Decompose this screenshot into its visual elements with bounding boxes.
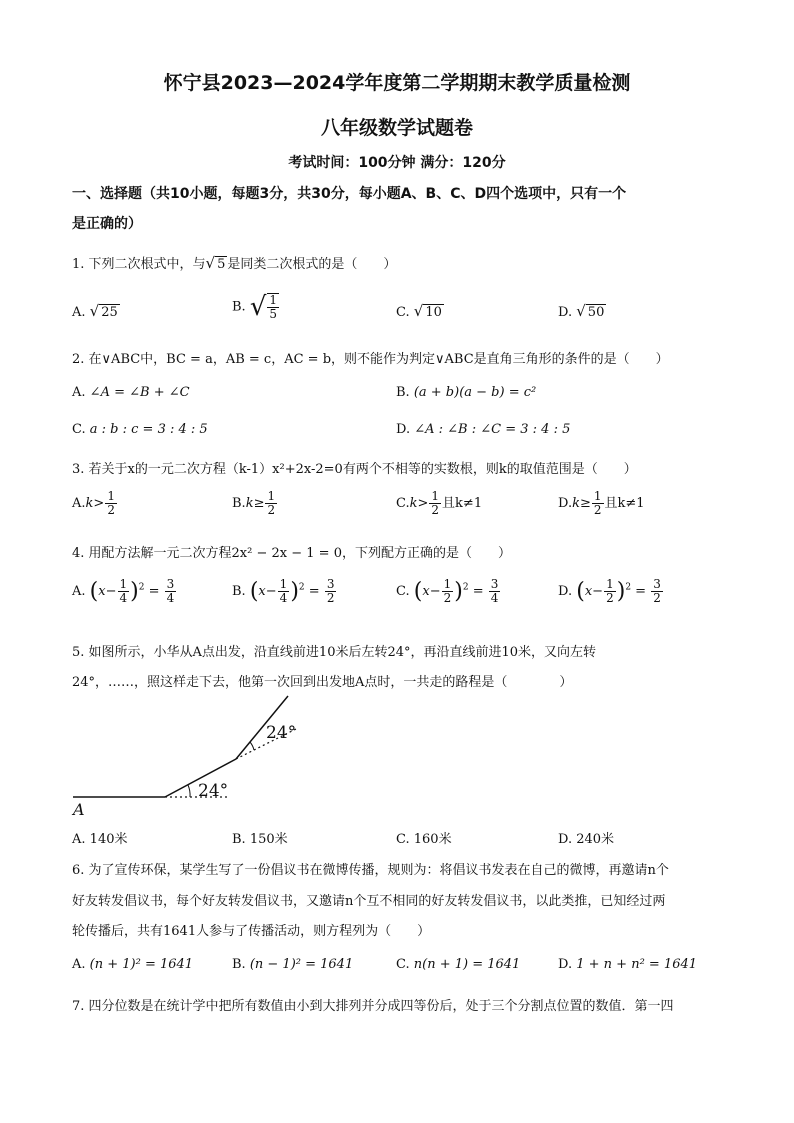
q3-option-b[interactable] bbox=[232, 490, 278, 517]
q1-option-a-radical: √ bbox=[89, 302, 100, 320]
q1-option-b-label: B. bbox=[232, 299, 246, 315]
q5-figure bbox=[70, 693, 330, 823]
q4-option-d-exp: 2 bbox=[625, 582, 632, 593]
q1-option-b-fraction bbox=[267, 293, 279, 321]
q1-stem bbox=[72, 253, 396, 272]
q4-option-a-paren-close: ) bbox=[130, 579, 139, 604]
q4-option-c-label: C. bbox=[396, 584, 410, 599]
q3-option-b-label: B. bbox=[232, 496, 246, 511]
q4-option-a-paren-open: ( bbox=[89, 579, 99, 604]
q4-option-c-rhs bbox=[489, 578, 501, 605]
q4-option-b-inner-num: 1 bbox=[279, 577, 288, 591]
q4-option-c-inner-den: 2 bbox=[443, 591, 452, 605]
q2-option-a-text: ∠A = ∠B + ∠C bbox=[89, 385, 190, 400]
q1-radicand: 5 bbox=[217, 257, 226, 272]
section-heading-line1: 一、选择题（共10小题，每题3分，共30分，每小题A、B、C、D四个选项中，只有一个 bbox=[72, 186, 627, 202]
q2-option-c-text: a : b : c = 3 : 4 : 5 bbox=[89, 422, 208, 437]
q3-option-c-num: 1 bbox=[431, 489, 440, 503]
q6-option-a[interactable] bbox=[72, 957, 193, 972]
exam-info: 考试时间：100分钟 满分：120分 bbox=[288, 155, 506, 171]
q3-option-a-pre: k> bbox=[85, 496, 105, 511]
q5-line2: 24°，……，照这样走下去，他第一次回到出发地A点时，一共走的路程是（ ） bbox=[72, 675, 573, 690]
q4-option-c-rhs-den: 4 bbox=[490, 591, 499, 605]
q3-option-d-label: D. bbox=[558, 496, 573, 511]
q4-option-b-rhs bbox=[325, 578, 337, 605]
q4-option-c-exp: 2 bbox=[462, 582, 469, 593]
q3-option-d-den: 2 bbox=[593, 503, 602, 517]
q5-option-c-label: C. bbox=[396, 832, 410, 847]
q3-option-c-fraction bbox=[429, 490, 441, 517]
q4-option-c-paren-close: ) bbox=[454, 579, 463, 604]
q6-option-b-text: (n − 1)² = 1641 bbox=[249, 957, 354, 972]
q5-angle-label-2: 24° bbox=[266, 723, 297, 743]
q3-option-a[interactable] bbox=[72, 490, 118, 517]
q1-option-a[interactable] bbox=[72, 302, 120, 320]
q3-option-d-post: 且k≠1 bbox=[604, 496, 645, 511]
q1-option-c-radicand: 10 bbox=[425, 305, 442, 320]
q1-option-b-den: 5 bbox=[269, 307, 278, 321]
q5-option-a[interactable] bbox=[72, 828, 128, 847]
q3-option-c-den: 2 bbox=[431, 503, 440, 517]
q5-option-b-label: B. bbox=[232, 832, 246, 847]
q2-stem: 2. 在∨ABC中，BC = a，AB = c，AC = b，则不能作为判定∨ABC是直角三角形的条件的是（ ） bbox=[72, 352, 669, 367]
q2-option-d-label: D. bbox=[396, 422, 411, 437]
q4-option-a-inner-frac bbox=[118, 578, 130, 605]
q1-option-b-num: 1 bbox=[269, 293, 278, 307]
q3-option-c[interactable] bbox=[396, 490, 482, 517]
q4-option-c-rhs-num: 3 bbox=[490, 577, 499, 591]
q6-option-b-label: B. bbox=[232, 957, 246, 972]
q4-option-d-label: D. bbox=[558, 584, 573, 599]
q4-option-d-rhs-den: 2 bbox=[653, 591, 661, 605]
q4-option-a-rhs-num: 3 bbox=[166, 577, 175, 591]
q1-option-a-label: A. bbox=[72, 305, 86, 320]
q4-option-c-var: x bbox=[422, 584, 430, 599]
q1-option-d-radicand: 50 bbox=[587, 305, 605, 320]
q4-option-a-label: A. bbox=[72, 584, 86, 599]
q5-option-b-text: 150米 bbox=[249, 832, 288, 847]
q1-radical-sign: √ bbox=[205, 254, 216, 272]
q1-stem-post: 是同类二次根式的是（ ） bbox=[227, 257, 397, 272]
exam-title: 怀宁县2023—2024学年度第二学期期末教学质量检测 bbox=[163, 72, 631, 94]
q4-option-b[interactable]: B. (x− $\frac{1}{4}$ )$^2$ = $\frac{3}{2}$ bbox=[232, 577, 335, 605]
q6-option-d-label: D. bbox=[558, 957, 573, 972]
q5-option-c-text: 160米 bbox=[413, 832, 452, 847]
q6-option-a-text: (n + 1)² = 1641 bbox=[89, 957, 194, 972]
q3-stem: 3. 若关于x的一元二次方程（k-1）x²+2x-2=0有两个不相等的实数根，则k的取值范围是（ ） bbox=[72, 462, 637, 477]
q4-option-b-inner-den: 4 bbox=[279, 591, 288, 605]
exam-subtitle: 八年级数学试题卷 bbox=[320, 117, 473, 139]
q1-option-a-radicand: 25 bbox=[101, 305, 118, 320]
q1-option-c[interactable] bbox=[396, 302, 444, 320]
q3-option-a-den: 2 bbox=[107, 503, 115, 517]
q6-option-d[interactable] bbox=[558, 957, 697, 972]
q4-option-d-inner-den: 2 bbox=[606, 591, 614, 605]
q4-option-d-inner-num: 1 bbox=[606, 577, 614, 591]
q4-stem: 4. 用配方法解一元二次方程2x² − 2x − 1 = 0，下列配方正确的是（ ） bbox=[72, 546, 511, 561]
q4-option-a-var: x bbox=[98, 584, 106, 599]
q2-option-c-label: C. bbox=[72, 422, 86, 437]
section-heading-line2: 是正确的） bbox=[72, 216, 142, 232]
q5-option-d-text: 240米 bbox=[576, 832, 615, 847]
q4-option-b-label: B. bbox=[232, 584, 246, 599]
q7-line1: 7. 四分位数是在统计学中把所有数值由小到大排列并分成四等份后，处于三个分割点位置的数值．第一四 bbox=[72, 999, 674, 1014]
q4-option-b-inner-frac bbox=[278, 578, 290, 605]
q4-option-a-inner-den: 4 bbox=[119, 591, 128, 605]
q4-option-d[interactable]: D. (x− $\frac{1}{2}$ )$^2$ = $\frac{3}{2}$ bbox=[558, 577, 661, 605]
q2-option-b[interactable] bbox=[396, 385, 536, 400]
q3-option-c-pre: k> bbox=[409, 496, 429, 511]
q2-option-a[interactable] bbox=[72, 385, 190, 400]
q5-angle-label-1: 24° bbox=[198, 781, 229, 801]
q4-option-a-exp: 2 bbox=[138, 582, 145, 593]
q4-option-a-inner-num: 1 bbox=[119, 577, 128, 591]
q3-option-a-fraction bbox=[105, 490, 117, 517]
q6-option-a-label: A. bbox=[72, 957, 86, 972]
q4-option-d-paren-close: ) bbox=[616, 579, 626, 604]
q4-option-d-rhs bbox=[651, 578, 663, 605]
q5-angle-arc-1 bbox=[188, 785, 190, 797]
q3-option-b-pre: k≥ bbox=[245, 496, 265, 511]
q4-option-b-paren-open: ( bbox=[249, 579, 259, 604]
q1-option-c-label: C. bbox=[396, 305, 410, 320]
q3-option-b-num: 1 bbox=[267, 489, 276, 503]
q4-option-c-paren-open: ( bbox=[413, 579, 423, 604]
q4-option-b-rhs-den: 2 bbox=[326, 591, 335, 605]
q2-option-b-text: (a + b)(a − b) = c² bbox=[413, 385, 537, 400]
q3-option-d-fraction bbox=[592, 490, 604, 517]
q4-option-b-exp: 2 bbox=[298, 582, 305, 593]
q3-option-a-label: A. bbox=[72, 496, 86, 511]
q5-option-b[interactable] bbox=[232, 828, 288, 847]
q1-option-c-radical: √ bbox=[413, 302, 424, 320]
q5-option-c[interactable] bbox=[396, 828, 452, 847]
q3-option-c-post: 且k≠1 bbox=[442, 496, 483, 511]
q3-option-a-num: 1 bbox=[107, 489, 115, 503]
q4-option-a-rhs bbox=[165, 578, 177, 605]
q4-option-c-inner-frac bbox=[442, 578, 454, 605]
q4-option-d-inner-frac bbox=[604, 578, 616, 605]
q5-angle-arc-2 bbox=[250, 742, 254, 750]
q3-option-d-num: 1 bbox=[593, 489, 602, 503]
q1-option-b-radical: √ bbox=[249, 292, 267, 322]
q6-option-c-text: n(n + 1) = 1641 bbox=[413, 957, 521, 972]
q4-option-c-inner-num: 1 bbox=[443, 577, 452, 591]
q5-option-d-label: D. bbox=[558, 832, 573, 847]
q4-option-d-rhs-num: 3 bbox=[653, 577, 661, 591]
q6-option-c-label: C. bbox=[396, 957, 410, 972]
q4-option-b-var: x bbox=[258, 584, 266, 599]
q3-option-c-label: C. bbox=[396, 496, 410, 511]
q4-option-d-paren-open: ( bbox=[576, 579, 585, 604]
q4-option-b-rhs-num: 3 bbox=[326, 577, 335, 591]
q1-option-b[interactable] bbox=[232, 292, 280, 322]
q2-option-b-label: B. bbox=[396, 385, 410, 400]
q1-stem-pre: 1. 下列二次根式中，与 bbox=[72, 257, 206, 272]
q5-point-a-label: A bbox=[73, 800, 85, 819]
q6-option-b[interactable] bbox=[232, 957, 353, 972]
q3-option-d-pre: k≥ bbox=[572, 496, 591, 511]
q4-option-a-rhs-den: 4 bbox=[166, 591, 175, 605]
q4-option-a[interactable]: A. (x− $\frac{1}{4}$ )$^2$ = $\frac{3}{4}$ bbox=[72, 577, 175, 605]
q1-option-d-radical: √ bbox=[576, 302, 586, 320]
q5-option-a-text: 140米 bbox=[89, 832, 128, 847]
q2-option-c[interactable] bbox=[72, 422, 208, 437]
q1-option-d[interactable] bbox=[558, 302, 606, 320]
q6-option-c[interactable] bbox=[396, 957, 520, 972]
q3-option-b-den: 2 bbox=[267, 503, 276, 517]
q2-option-d-text: ∠A : ∠B : ∠C = 3 : 4 : 5 bbox=[414, 422, 571, 437]
q5-option-a-label: A. bbox=[72, 832, 86, 847]
q4-option-c[interactable]: C. (x− $\frac{1}{2}$ )$^2$ = $\frac{3}{4}$ bbox=[396, 577, 499, 605]
q5-option-d[interactable] bbox=[558, 828, 614, 847]
q6-line2: 好友转发倡议书，每个好友转发倡议书，又邀请n个互不相同的好友转发倡议书，以此类推，已知经过两 bbox=[72, 894, 666, 909]
q4-option-b-paren-close: ) bbox=[290, 579, 299, 604]
q6-line3: 轮传播后，共有1641人参与了传播活动，则方程列为（ ） bbox=[72, 924, 431, 939]
q6-option-d-text: 1 + n + n² = 1641 bbox=[576, 957, 698, 972]
q6-line1: 6. 为了宣传环保，某学生写了一份倡议书在微博传播，规则为：将倡议书发表在自己的微博，再邀请n个 bbox=[72, 863, 669, 878]
q3-option-d[interactable] bbox=[558, 490, 645, 517]
q5-line1: 5. 如图所示，小华从A点出发，沿直线前进10米后左转24°，再沿直线前进10米，又向左转 bbox=[72, 645, 597, 660]
q3-option-b-fraction bbox=[265, 490, 277, 517]
q1-option-d-label: D. bbox=[558, 305, 573, 320]
q4-option-d-var: x bbox=[584, 584, 593, 599]
q2-option-a-label: A. bbox=[72, 385, 86, 400]
q2-option-d[interactable] bbox=[396, 422, 570, 437]
